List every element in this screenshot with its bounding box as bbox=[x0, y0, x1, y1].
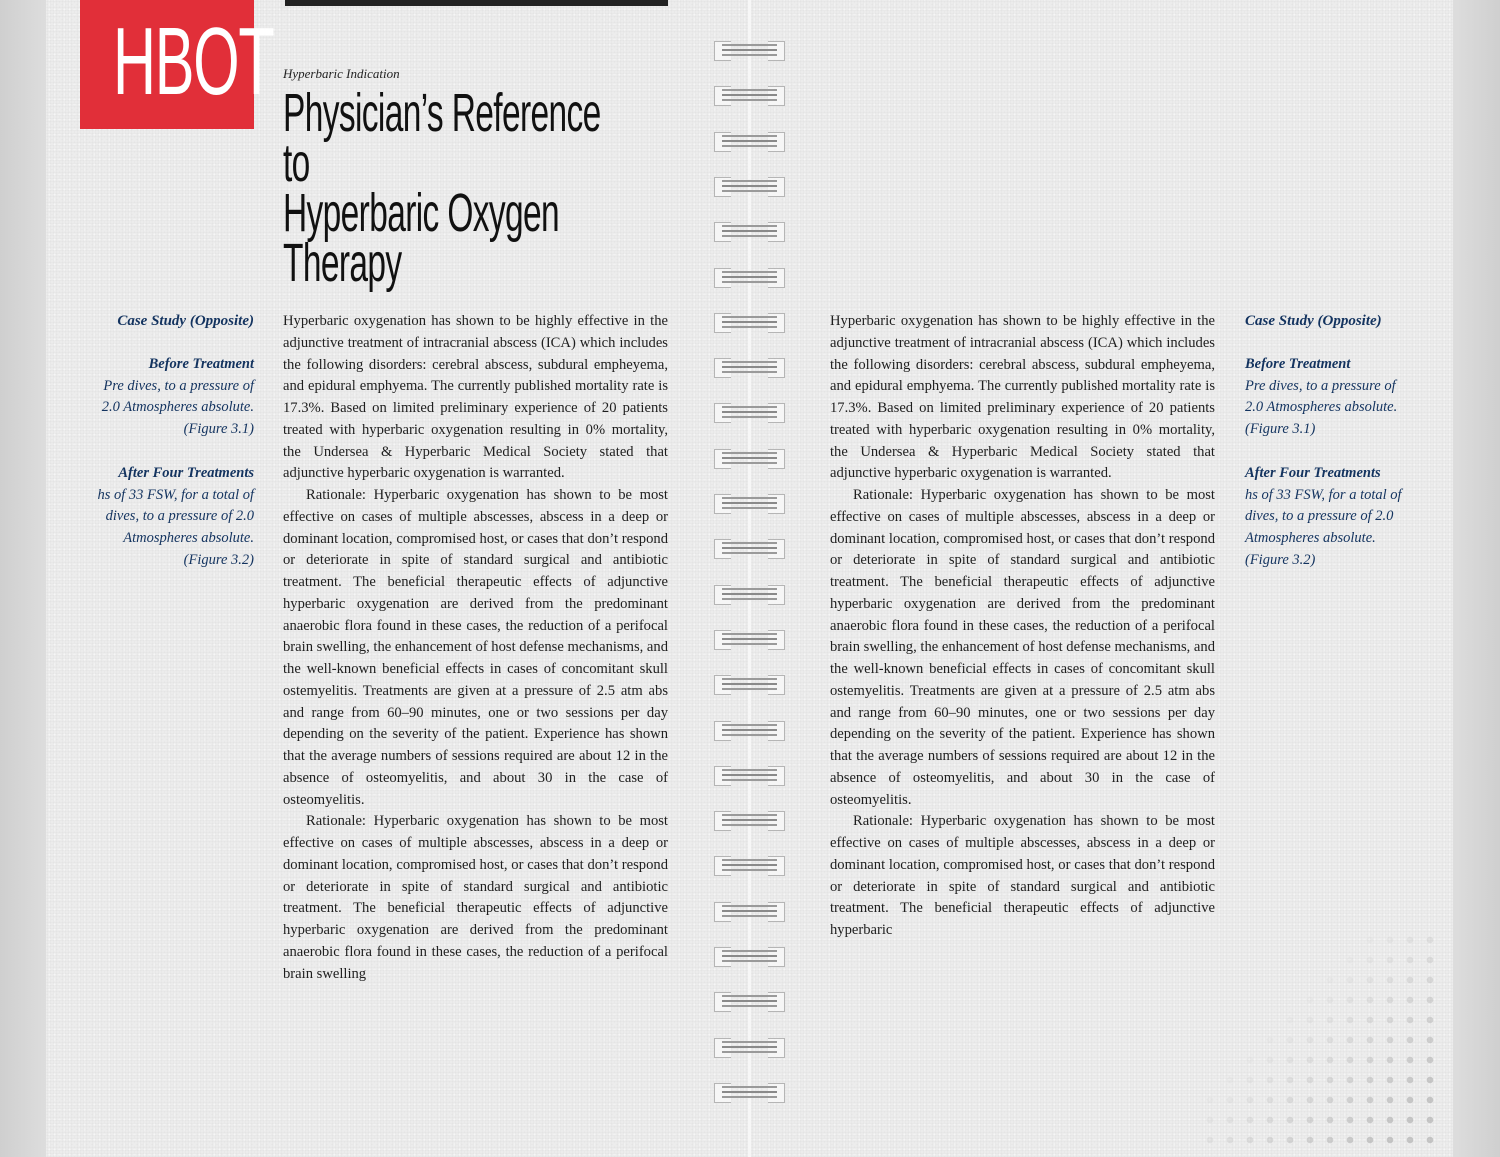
after-figure-ref: (Figure 3.2) bbox=[1245, 551, 1316, 568]
spiral-ring bbox=[714, 39, 785, 61]
spiral-ring bbox=[714, 719, 785, 741]
spiral-ring bbox=[714, 266, 785, 288]
spiral-ring bbox=[714, 311, 785, 333]
spiral-ring bbox=[714, 1081, 785, 1103]
before-treatment-title: Before Treatment bbox=[1245, 355, 1351, 372]
body-paragraph: Hyperbaric oxygenation has shown to be highly effective in the adjunctive treatment of intracranial abscess (ICA) which includes the following disorders: cerebral abscess, subdural empheyema, and epidural emphyema. The currently published mortality rate is 17.3%. Based on limited preliminary experience of 20 patients treated with hyperbaric oxygenation resulting in 0% mortality, the Undersea & Hyperbaric Medical Society stated that adjunctive hyperbaric oxygenation is warranted. bbox=[283, 313, 668, 482]
before-treatment-text: Pre dives, to a pressure of 2.0 Atmospheres absolute. bbox=[1245, 377, 1398, 416]
case-study-note-left bbox=[82, 311, 254, 572]
hbot-logo bbox=[80, 0, 274, 129]
before-figure-ref: (Figure 3.1) bbox=[1245, 421, 1316, 438]
spiral-ring bbox=[714, 900, 785, 922]
before-figure-ref: (Figure 3.1) bbox=[183, 421, 254, 438]
spiral-ring bbox=[714, 356, 785, 378]
before-treatment-text: Pre dives, to a pressure of 2.0 Atmospheres absolute. bbox=[101, 377, 254, 416]
body-paragraph: Rationale: Hyperbaric oxygenation has shown to be most effective on cases of multiple abscesses, abscess in a deep or dominant location, compromised host, or cases that don’t respond or deteriorate in spite of standard surgical and antibiotic treatment. The beneficial therapeutic effects of adjunctive hyperbaric oxygenation are derived from the predominant anaerobic flora found in these cases, the reduction of a perifocal brain swelling bbox=[283, 813, 668, 982]
spiral-ring bbox=[714, 764, 785, 786]
section-kicker: Hyperbaric Indication bbox=[283, 66, 400, 81]
spiral-ring bbox=[714, 945, 785, 967]
page-edge-right bbox=[1453, 0, 1500, 1157]
page-edge-left bbox=[0, 0, 46, 1157]
header-rule bbox=[285, 0, 668, 6]
spiral-ring bbox=[714, 220, 785, 242]
page-title bbox=[283, 83, 630, 293]
spiral-ring bbox=[714, 492, 785, 514]
after-figure-ref: (Figure 3.2) bbox=[183, 551, 254, 568]
spiral-ring bbox=[714, 401, 785, 423]
spiral-ring bbox=[714, 809, 785, 831]
spiral-ring bbox=[714, 673, 785, 695]
spiral-ring bbox=[714, 583, 785, 605]
after-treatment-title: After Four Treatments bbox=[1245, 464, 1381, 481]
spiral-ring bbox=[714, 854, 785, 876]
after-treatment-title: After Four Treatments bbox=[118, 464, 254, 481]
logo-text: HBOT bbox=[113, 8, 274, 115]
spiral-ring bbox=[714, 537, 785, 559]
halftone-dots-decoration bbox=[1200, 930, 1440, 1145]
body-paragraph: Hyperbaric oxygenation has shown to be highly effective in the adjunctive treatment of intracranial abscess (ICA) which includes the following disorders: cerebral abscess, subdural empheyema, and epidural emphyema. The currently published mortality rate is 17.3%. Based on limited preliminary experience of 20 patients treated with hyperbaric oxygenation resulting in 0% mortality, the Undersea & Hyperbaric Medical Society stated that adjunctive hyperbaric oxygenation is warranted. bbox=[830, 313, 1215, 482]
body-paragraph: Rationale: Hyperbaric oxygenation has shown to be most effective on cases of multiple abscesses, abscess in a deep or dominant location, compromised host, or cases that don’t respond or deteriorate in spite of standard surgical and antibiotic treatment. The beneficial therapeutic effects of adjunctive hyperbaric bbox=[830, 813, 1215, 938]
body-column-right bbox=[830, 311, 1215, 942]
after-treatment-text: hs of 33 FSW, for a total of dives, to a pressure of 2.0 Atmospheres absolute. bbox=[1245, 486, 1402, 547]
spiral-ring bbox=[714, 990, 785, 1012]
body-paragraph: Rationale: Hyperbaric oxygenation has shown to be most effective on cases of multiple abscesses, abscess in a deep or dominant location, compromised host, or cases that don’t respond or deteriorate in spite of standard surgical and antibiotic treatment. The beneficial therapeutic effects of adjunctive hyperbaric oxygenation are derived from the predominant anaerobic flora found in these cases, the reduction of a perifocal brain swelling, the enhancement of host defense mechanisms, and the well-known beneficial effects in cases of concomitant skull ostemyelitis. Treatments are given at a pressure of 2.5 atm abs and range from 60–90 minutes, one or two sessions per day depending on the severity of the patient. Experience has shown that the average numbers of sessions required are about 12 in the absence of osteomyelitis, and about 30 in the case of osteomyelitis. bbox=[830, 487, 1215, 808]
case-study-heading: Case Study (Opposite) bbox=[1245, 313, 1382, 329]
case-study-note-right bbox=[1245, 311, 1417, 572]
spiral-ring bbox=[714, 1036, 785, 1058]
spiral-ring bbox=[714, 175, 785, 197]
body-paragraph: Rationale: Hyperbaric oxygenation has shown to be most effective on cases of multiple abscesses, abscess in a deep or dominant location, compromised host, or cases that don’t respond or deteriorate in spite of standard surgical and antibiotic treatment. The beneficial therapeutic effects of adjunctive hyperbaric oxygenation are derived from the predominant anaerobic flora found in these cases, the reduction of a perifocal brain swelling, the enhancement of host defense mechanisms, and the well-known beneficial effects in cases of concomitant skull ostemyelitis. Treatments are given at a pressure of 2.5 atm abs and range from 60–90 minutes, one or two sessions per day depending on the severity of the patient. Experience has shown that the average numbers of sessions required are about 12 in the absence of osteomyelitis, and about 30 in the case of osteomyelitis. bbox=[283, 487, 668, 808]
page-title-line-2: Hyperbaric Oxygen Therapy bbox=[283, 183, 560, 293]
before-treatment-title: Before Treatment bbox=[148, 355, 254, 372]
spiral-ring bbox=[714, 84, 785, 106]
binding-gutter bbox=[748, 0, 751, 1157]
spiral-ring bbox=[714, 628, 785, 650]
case-study-heading: Case Study (Opposite) bbox=[117, 313, 254, 329]
page-title-line-1: Physician’s Reference to bbox=[283, 83, 601, 193]
after-treatment-text: hs of 33 FSW, for a total of dives, to a pressure of 2.0 Atmospheres absolute. bbox=[97, 486, 254, 547]
spiral-ring bbox=[714, 447, 785, 469]
body-column-left bbox=[283, 311, 668, 985]
spiral-ring bbox=[714, 130, 785, 152]
